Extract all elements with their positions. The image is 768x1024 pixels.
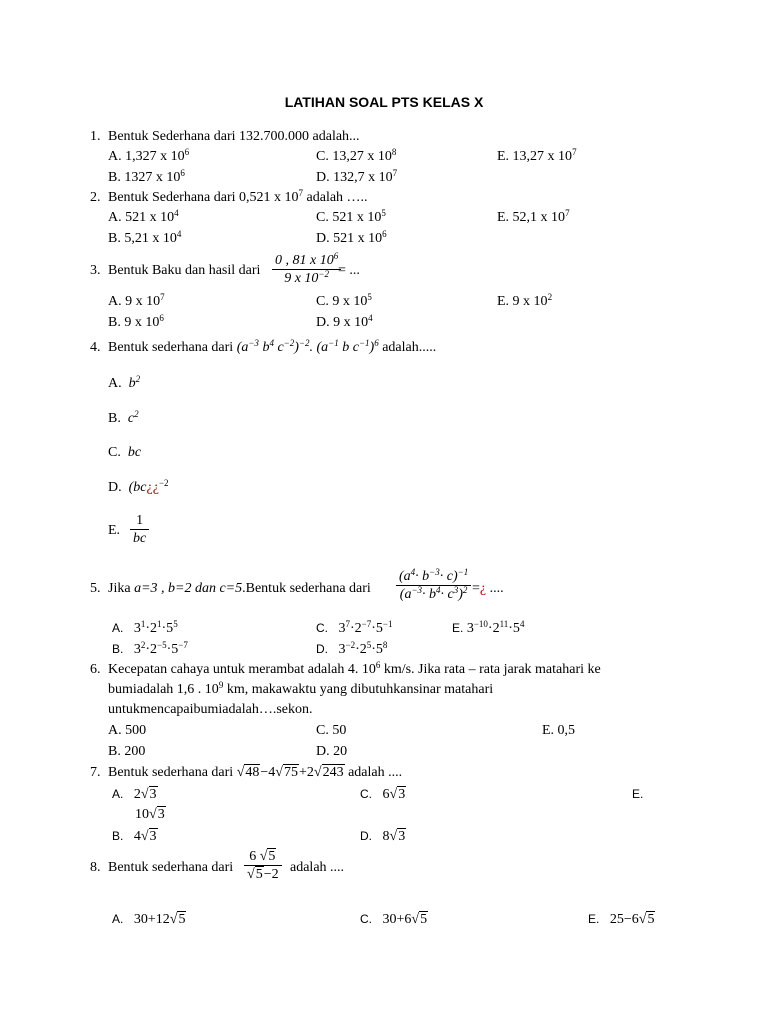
q3-text: Bentuk Baku dan hasil dari xyxy=(108,263,261,278)
q5-option-e: E. $3^{-10}\cdot 2^{11}\cdot 5^4$ xyxy=(452,619,525,636)
q8-option-e: E. 25−6√5 xyxy=(588,912,655,927)
q5-option-a: A. $3^1\cdot 2^1\cdot 5^5$ xyxy=(112,619,178,636)
q2-option-a: A. 521 x $10^4$ xyxy=(108,208,179,225)
q7-option-c: C. 6√3 xyxy=(360,787,406,802)
q7-option-a: A. 2√3 xyxy=(112,787,157,802)
q7-option-e-label: E. xyxy=(632,787,644,801)
q2-number: 2. xyxy=(90,190,101,205)
q3-fraction xyxy=(272,252,341,287)
q1-text: Bentuk Sederhana dari 132.700.000 adalah... xyxy=(108,129,360,144)
q6-option-e: E. 0,5 xyxy=(542,723,576,738)
q6-number: 6. xyxy=(90,662,101,677)
q5-tail: =¿ .... xyxy=(472,581,504,596)
q8-text: Bentuk sederhana dari xyxy=(108,860,234,875)
q4-option-e: $\frac{1}{bc}$ xyxy=(130,512,149,547)
q7-option-d: D. 8√3 xyxy=(360,829,406,844)
q7-root-1: √48 xyxy=(236,765,260,780)
q5-fraction-numerator: $(a^4\cdot b^{-3}\cdot c)^{-1}$ xyxy=(396,568,471,586)
q1-option-b: B. 1327 x $10^6$ xyxy=(108,168,185,185)
q6-text-line1: Kecepatan cahaya untuk merambat adalah 4. $10^6$ km/s. Jika rata – rata jarak matahari ke xyxy=(108,660,601,677)
q5-fraction-denominator: $(a^{-3}\cdot b^4\cdot c^3)^2$ xyxy=(399,585,468,602)
q3-option-d: D. 9 x $10^4$ xyxy=(316,313,373,330)
q3-option-e: E. 9 x $10^2$ xyxy=(497,292,553,309)
q1-option-a: A. 1,327 x $10^6$ xyxy=(108,147,190,164)
q4-option-a: A. $b^2$ xyxy=(108,374,141,391)
q8-tail: adalah .... xyxy=(290,860,345,875)
q4-option-b: B. $c^2$ xyxy=(108,409,139,426)
q8-fraction xyxy=(244,848,282,883)
q6-text-line3: untukmencapaibumiadalah….sekon. xyxy=(108,702,313,717)
page-title: LATIHAN SOAL PTS KELAS X xyxy=(284,94,484,110)
q7-text: Bentuk sederhana dari √48−4√75+2√243 adalah .... xyxy=(108,765,403,780)
q8-fraction-numerator: 6 √5 xyxy=(244,848,282,866)
q3-option-a: A. 9 x $10^7$ xyxy=(108,292,165,309)
q6-option-d: D. 20 xyxy=(316,744,348,759)
q7-option-e: 10√3 xyxy=(135,807,165,822)
q7-number: 7. xyxy=(90,765,101,780)
q4-number: 4. xyxy=(90,340,101,355)
q2-option-b: B. 5,21 x $10^4$ xyxy=(108,229,182,246)
q3-number: 3. xyxy=(90,263,101,278)
q2-option-c: C. 521 x $10^5$ xyxy=(316,208,386,225)
q3-option-b: B. 9 x $10^6$ xyxy=(108,313,164,330)
q7-root-3: √243 xyxy=(313,765,344,780)
q6-option-a: A. 500 xyxy=(108,723,147,738)
q3-fraction-numerator: 0 , 81 x $10^6$ xyxy=(272,252,341,270)
q1-option-d: D. 132,7 x $10^7$ xyxy=(316,168,398,185)
q4-option-c: C. bc xyxy=(108,445,142,460)
q1-option-c: C. 13,27 x $10^8$ xyxy=(316,147,397,164)
q5-text: Jika a=3 , b=2 dan c=5.Bentuk sederhana dari xyxy=(108,581,371,596)
q6-option-b: B. 200 xyxy=(108,744,146,759)
q3-tail: = ... xyxy=(338,263,360,278)
q5-option-c: C. $3^7\cdot 2^{-7}\cdot 5^{-1}$ xyxy=(316,619,393,636)
q4-option-e-label: E. xyxy=(108,523,121,538)
q5-fraction xyxy=(396,568,471,603)
q4-expression: ($a^{-3}$ $b^4$ $c^{-2})^{-2}$. ($a^{-1}$ b $c^{-1})^6$ xyxy=(236,338,379,355)
q8-fraction-denominator: √5−2 xyxy=(247,867,279,882)
q1-number: 1. xyxy=(90,129,101,144)
q3-option-c: C. 9 x $10^5$ xyxy=(316,292,372,309)
q8-option-c: C. 30+6√5 xyxy=(360,912,428,927)
q4-option-d: D. (bc¿¿$^{-2}$ xyxy=(108,478,169,495)
q5-number: 5. xyxy=(90,581,101,596)
q7-root-2: √75 xyxy=(275,765,298,780)
q5-option-d: D. $3^{-2}\cdot 2^5\cdot 5^8$ xyxy=(316,640,388,657)
q2-option-e: E. 52,1 x $10^7$ xyxy=(497,208,570,225)
q1-option-e: E. 13,27 x $10^7$ xyxy=(497,147,577,164)
q5-option-b: B. $3^2\cdot 2^{-5}\cdot 5^{-7}$ xyxy=(112,640,188,657)
q8-number: 8. xyxy=(90,860,101,875)
q6-option-c: C. 50 xyxy=(316,723,347,738)
q6-text-line2: bumiadalah 1,6 . $10^9$ km, makawaktu yang dibutuhkansinar matahari xyxy=(108,680,494,697)
q7-option-b: B. 4√3 xyxy=(112,829,157,844)
q4-text: Bentuk sederhana dari ($a^{-3}$ $b^4$ $c^{-2})^{-2}$. ($a^{-1}$ b $c^{-1})^6$ adalah..... xyxy=(108,338,437,355)
q8-option-a: A. 30+12√5 xyxy=(112,912,186,927)
q2-text: Bentuk Sederhana dari 0,521 x $10^7$ adalah ….. xyxy=(108,188,368,205)
q2-option-d: D. 521 x $10^6$ xyxy=(316,229,387,246)
q3-fraction-denominator: 9 x $10^{-2}$ xyxy=(284,269,329,286)
